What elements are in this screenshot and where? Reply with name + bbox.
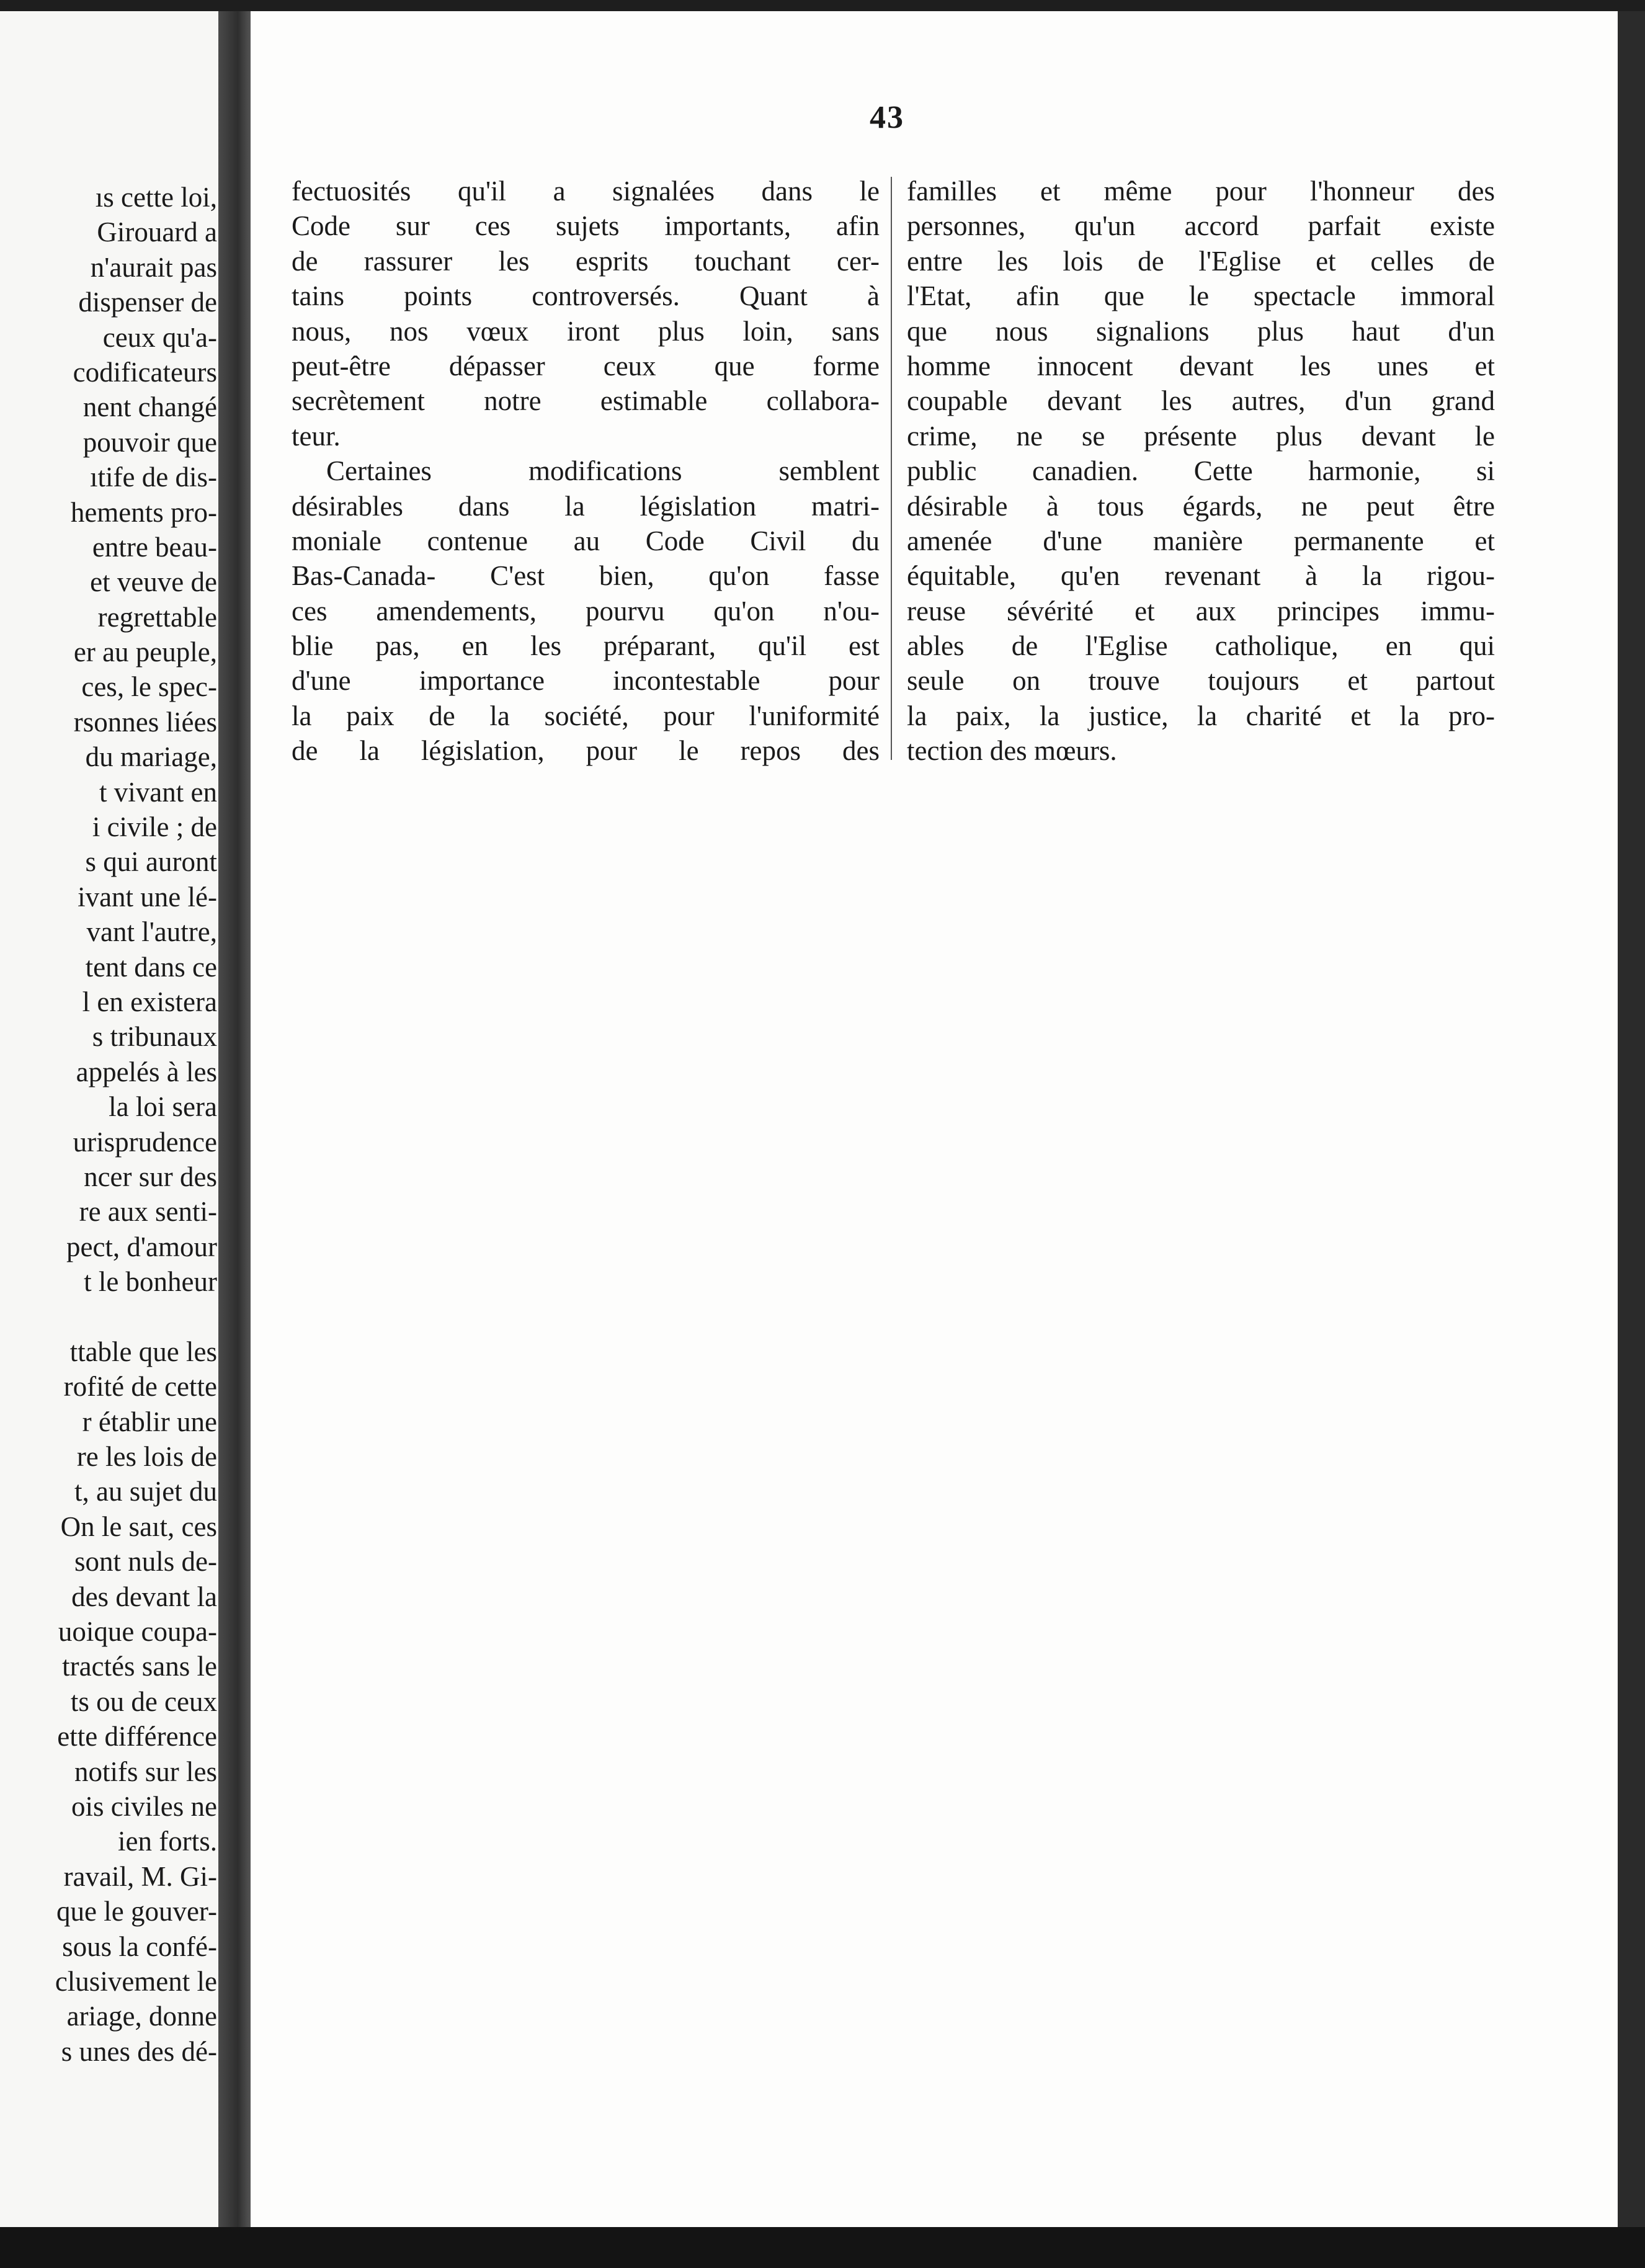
text-line: peut-être dépasser ceux que forme <box>292 350 880 382</box>
left-fragment-line: ıtife de dis- <box>90 462 217 493</box>
left-fragment-line: t le bonheur <box>84 1266 217 1298</box>
left-fragment-line: la loi sera <box>109 1091 217 1123</box>
left-fragment-line: l en existera <box>82 986 217 1017</box>
text-line: de la législation, pour le repos des <box>292 735 880 767</box>
left-fragment-line: clusivement le <box>55 1965 217 1997</box>
left-fragment-line: sont nuls de- <box>74 1546 217 1578</box>
left-fragment-line: ivant une lé- <box>78 881 217 913</box>
left-fragment-line: et veuve de <box>90 566 217 598</box>
left-fragment-line: uoique coupa- <box>58 1616 217 1648</box>
left-fragment-line: appelés à les <box>76 1056 217 1087</box>
left-fragment-line: s qui auront <box>85 846 217 878</box>
text-line: public canadien. Cette harmonie, si <box>907 455 1495 487</box>
left-fragment-line: nent changé <box>82 391 217 423</box>
text-line: personnes, qu'un accord parfait existe <box>907 210 1495 242</box>
text-line: moniale contenue au Code Civil du <box>292 525 880 556</box>
left-fragment-line: On le saıt, ces <box>60 1511 217 1542</box>
text-line: que nous signalions plus haut d'un <box>907 315 1495 347</box>
scan-top-border <box>0 0 1645 11</box>
text-line: amenée d'une manière permanente et <box>907 525 1495 556</box>
right-scan-edge <box>1618 11 1645 2227</box>
text-line: la paix de la société, pour l'uniformité <box>292 700 880 731</box>
left-fragment-line: ette différence <box>57 1721 217 1752</box>
left-fragment-line: sous la confé- <box>62 1931 217 1962</box>
page-number: 43 <box>870 100 904 135</box>
column-divider <box>891 177 892 760</box>
left-fragment-line: i civile ; de <box>92 811 217 843</box>
left-fragment-line: re aux senti- <box>79 1196 217 1228</box>
scan-bottom-border <box>0 2227 1645 2268</box>
left-fragment-line: t, au sujet du <box>74 1476 217 1507</box>
left-fragment-line: ces, le spec- <box>81 671 217 703</box>
left-fragment-line: n'aurait pas <box>90 251 217 283</box>
left-fragment-line: re les lois de <box>76 1441 217 1473</box>
text-line: ces amendements, pourvu qu'on n'ou- <box>292 595 880 627</box>
left-fragment-line: ois civiles ne <box>71 1790 217 1822</box>
text-line: familles et même pour l'honneur des <box>907 176 1495 207</box>
left-fragment-line: ariage, donne <box>66 2001 217 2032</box>
left-page-text <box>0 180 217 2069</box>
left-fragment-line: ravail, M. Gi- <box>63 1860 217 1892</box>
left-fragment-line: ıs cette loi, <box>95 182 217 213</box>
text-line: entre les lois de l'Eglise et celles de <box>907 245 1495 277</box>
left-fragment-line: tractés sans le <box>62 1651 217 1682</box>
left-fragment-line: ttable que les <box>69 1336 217 1367</box>
left-fragment-line: codificateurs <box>73 356 217 388</box>
left-fragment-line: r établir une <box>82 1406 217 1437</box>
left-fragment-line: entre beau- <box>92 531 217 563</box>
left-fragment-line: s tribunaux <box>92 1021 217 1053</box>
text-line: secrètement notre estimable collabora- <box>292 385 880 417</box>
left-fragment-line: notifs sur les <box>74 1756 217 1787</box>
left-fragment-line: rofité de cette <box>63 1371 217 1403</box>
left-fragment-line: rsonnes liées <box>73 706 217 738</box>
text-line: coupable devant les autres, d'un grand <box>907 385 1495 417</box>
left-fragment-line: Girouard a <box>97 217 217 248</box>
left-fragment-line: du mariage, <box>85 741 217 773</box>
text-column-left <box>292 174 880 769</box>
text-line: crime, ne se présente plus devant le <box>907 420 1495 452</box>
left-fragment-line: s unes des dé- <box>61 2035 217 2067</box>
left-fragment-line: pect, d'amour <box>66 1231 217 1262</box>
text-line: seule on trouve toujours et partout <box>907 665 1495 697</box>
text-line: ables de l'Eglise catholique, en qui <box>907 630 1495 662</box>
text-line: l'Etat, afin que le spectacle immoral <box>907 280 1495 312</box>
text-column-right <box>907 174 1495 769</box>
left-fragment-line: urisprudence <box>73 1126 217 1158</box>
text-line: reuse sévérité et aux principes immu- <box>907 595 1495 627</box>
text-line: tection des mœurs. <box>907 735 1117 767</box>
text-line: la paix, la justice, la charité et la pro- <box>907 700 1495 731</box>
left-fragment-line: des devant la <box>71 1581 217 1612</box>
text-line: équitable, qu'en revenant à la rigou- <box>907 560 1495 592</box>
left-fragment-line: pouvoir que <box>82 426 217 458</box>
book-spine-shadow <box>218 11 251 2227</box>
left-fragment-line: ien forts. <box>118 1826 217 1857</box>
left-fragment-line: vant l'autre, <box>86 916 217 948</box>
text-line: désirables dans la législation matri- <box>292 490 880 522</box>
text-line: teur. <box>292 420 341 452</box>
left-fragment-line: t vivant en <box>99 776 217 808</box>
text-line: Code sur ces sujets importants, afin <box>292 210 880 242</box>
text-line: blie pas, en les préparant, qu'il est <box>292 630 880 662</box>
left-fragment-line: que le gouver- <box>56 1896 217 1927</box>
text-line: Certaines modifications semblent <box>326 455 880 487</box>
left-fragment-line: ceux qu'a- <box>102 321 217 353</box>
text-line: d'une importance incontestable pour <box>292 665 880 697</box>
text-line: nous, nos vœux iront plus loin, sans <box>292 315 880 347</box>
left-fragment-line: ncer sur des <box>84 1161 217 1192</box>
text-line: fectuosités qu'il a signalées dans le <box>292 176 880 207</box>
text-line: homme innocent devant les unes et <box>907 350 1495 382</box>
text-line: désirable à tous égards, ne peut être <box>907 490 1495 522</box>
left-fragment-line <box>0 1300 217 1334</box>
left-fragment-line: dispenser de <box>78 287 217 318</box>
left-fragment-line: er au peuple, <box>73 636 217 668</box>
text-line: Bas-Canada- C'est bien, qu'on fasse <box>292 560 880 592</box>
text-line: de rassurer les esprits touchant cer- <box>292 245 880 277</box>
left-fragment-line: hements pro- <box>70 496 217 528</box>
left-page-fragment <box>0 11 218 2227</box>
left-fragment-line: tent dans ce <box>85 951 217 983</box>
text-line: tains points controversés. Quant à <box>292 280 880 312</box>
left-fragment-line: ts ou de ceux <box>70 1685 217 1717</box>
left-fragment-line: regrettable <box>97 601 217 633</box>
